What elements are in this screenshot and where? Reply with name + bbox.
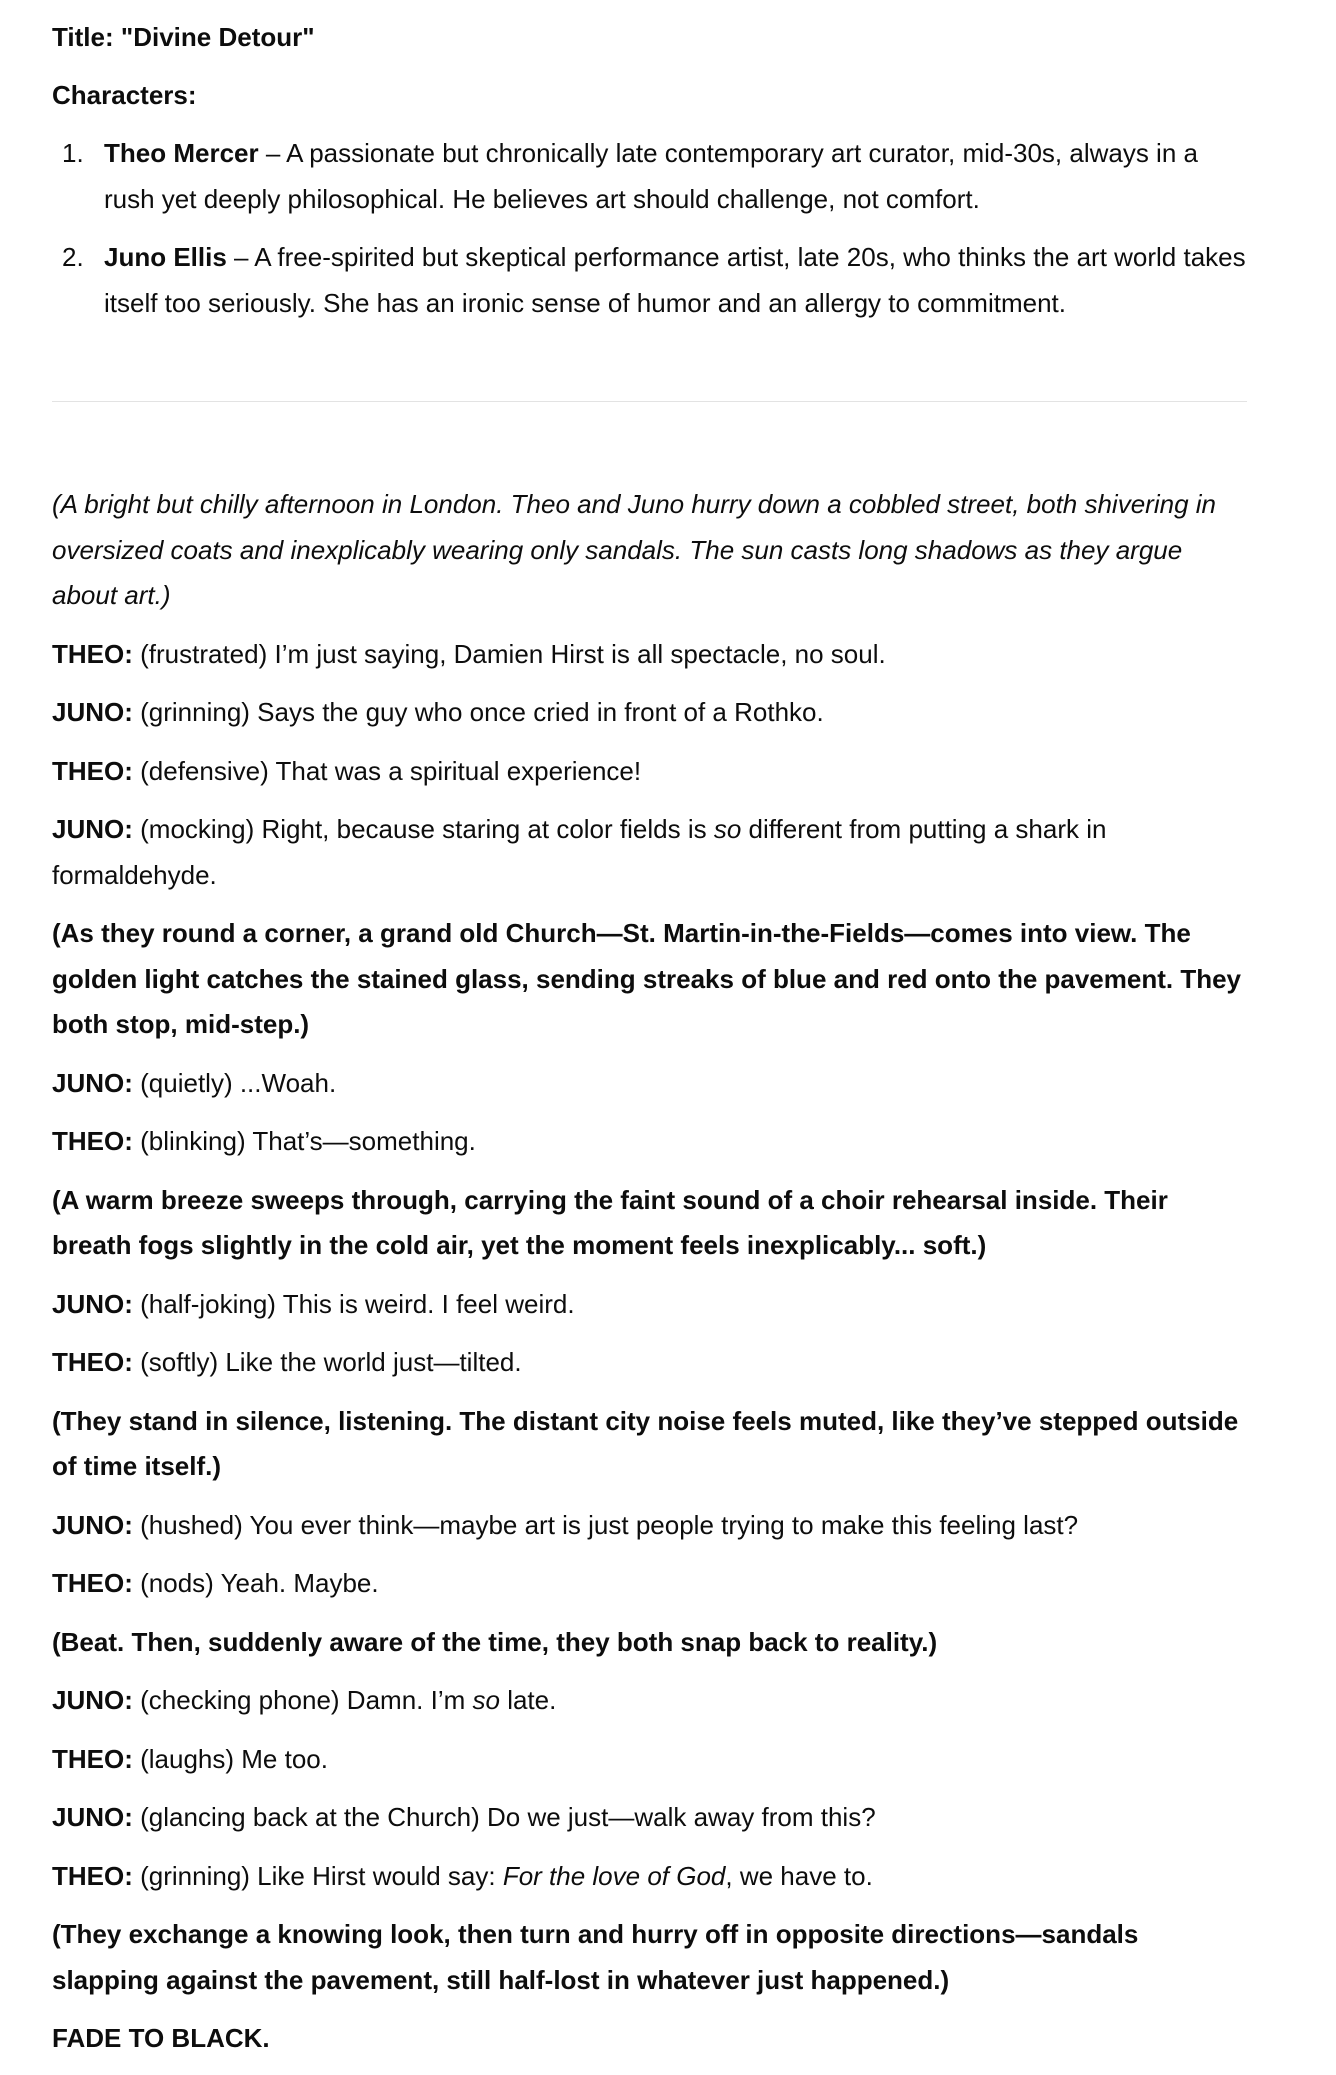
dialogue-text: (grinning) Says the guy who once cried in front of a Rothko. [132,697,824,727]
stage-direction: (A warm breeze sweeps through, carrying the faint sound of a choir rehearsal inside. Their breath fogs slightly in the cold air, yet the moment feels inexplicably... soft.) [52,1184,1168,1260]
stage-direction: (Beat. Then, suddenly aware of the time, they both snap back to reality.) [52,1626,938,1657]
speaker: JUNO: [52,1802,133,1832]
stage-direction: (They stand in silence, listening. The distant city noise feels muted, like they’ve stepped outside of time itself.) [52,1405,1239,1481]
dialogue-text: (laughs) Me too. [132,1743,328,1774]
dialogue-line [52,1340,1247,1386]
dialogue-line [52,690,1247,736]
page-title [52,15,315,61]
character-name: Theo Mercer [104,138,259,168]
speaker: JUNO: [52,814,133,844]
speaker: THEO: [52,1568,133,1598]
title-label: Title: [52,22,114,52]
stage-direction: (A bright but chilly afternoon in London. Theo and Juno hurry down a cobbled street, both shivering in oversized coats and inexplicably wearing only sandals. The sun casts long shadows as they argue about art.) [52,489,1216,610]
speaker: JUNO: [52,1685,133,1715]
speaker: THEO: [52,1860,133,1891]
dialogue-line [52,1678,1247,1724]
dialogue-text: (nods) Yeah. Maybe. [132,1568,379,1598]
character-list [52,131,1247,339]
dialogue-line [52,1061,1247,1107]
characters-heading: Characters: [52,80,197,110]
dialogue-text: (mocking) Right, because staring at color fields is [132,814,714,844]
dialogue-text: (grinning) Like Hirst would say: [132,1860,503,1891]
section-divider [52,401,1247,402]
character-item [52,235,1247,326]
stage-direction: (They exchange a knowing look, then turn and hurry off in opposite directions—sandals slapping against the pavement, still half-lost in whatever just happened.) [52,1919,1139,1995]
dialogue-line [52,1854,1247,1900]
emphasis: so [472,1685,500,1715]
dialogue-text: (frustrated) I’m just saying, Damien Hirst is all spectacle, no soul. [132,638,886,669]
dialogue-text: (softly) Like the world just—tilted. [132,1347,522,1377]
closing-line: FADE TO BLACK. [52,2023,270,2053]
dialogue-line [52,1795,1247,1841]
dialogue-line [52,632,1247,678]
dialogue-text: (quietly) ...Woah. [132,1067,337,1098]
character-name: Juno Ellis [104,242,227,272]
dialogue-line [52,1503,1247,1549]
speaker: THEO: [52,1743,133,1774]
character-description: – A passionate but chronically late contemporary art curator, mid-30s, always in a rush yet deeply philosophical. He believes art should challenge, not comfort. [104,138,1198,214]
dialogue-line [52,1561,1247,1607]
dialogue-line [52,807,1247,898]
dialogue-text: (half-joking) This is weird. I feel weird. [132,1288,575,1319]
speaker: JUNO: [52,1288,133,1319]
dialogue-text: different from putting a shark in formaldehyde. [52,814,1107,890]
script-body [52,482,1247,2075]
emphasis: For the love of God [502,1860,726,1891]
speaker: THEO: [52,1126,133,1156]
emphasis: so [713,814,742,844]
speaker: JUNO: [52,697,133,727]
dialogue-line [52,1119,1247,1165]
speaker: JUNO: [52,1067,133,1098]
dialogue-text: late. [499,1685,557,1715]
dialogue-text: (defensive) That was a spiritual experience! [132,755,642,786]
list-number: 2. [62,242,84,272]
dialogue-line [52,1737,1247,1783]
list-number: 1. [62,138,84,168]
speaker: JUNO: [52,1509,133,1540]
speaker: THEO: [52,1347,133,1377]
dialogue-text: , we have to. [725,1860,873,1891]
dialogue-text: (hushed) You ever think—maybe art is just people trying to make this feeling last? [132,1509,1079,1540]
character-item [52,131,1247,222]
speaker: THEO: [52,638,133,669]
dialogue-text: (checking phone) Damn. I’m [132,1685,473,1715]
speaker: THEO: [52,755,133,786]
dialogue-text: (glancing back at the Church) Do we just—walk away from this? [132,1802,876,1832]
stage-direction: (As they round a corner, a grand old Church—St. Martin-in-the-Fields—comes into view. The golden light catches the stained glass, sending streaks of blue and red onto the pavement. They both stop, mid-step.) [52,918,1242,1039]
dialogue-line [52,1282,1247,1328]
title-value: "Divine Detour" [120,22,315,52]
dialogue-line [52,749,1247,795]
dialogue-text: (blinking) That’s—something. [132,1126,476,1156]
character-description: – A free-spirited but skeptical performance artist, late 20s, who thinks the art world takes itself too seriously. She has an ironic sense of humor and an allergy to commitment. [104,242,1246,318]
